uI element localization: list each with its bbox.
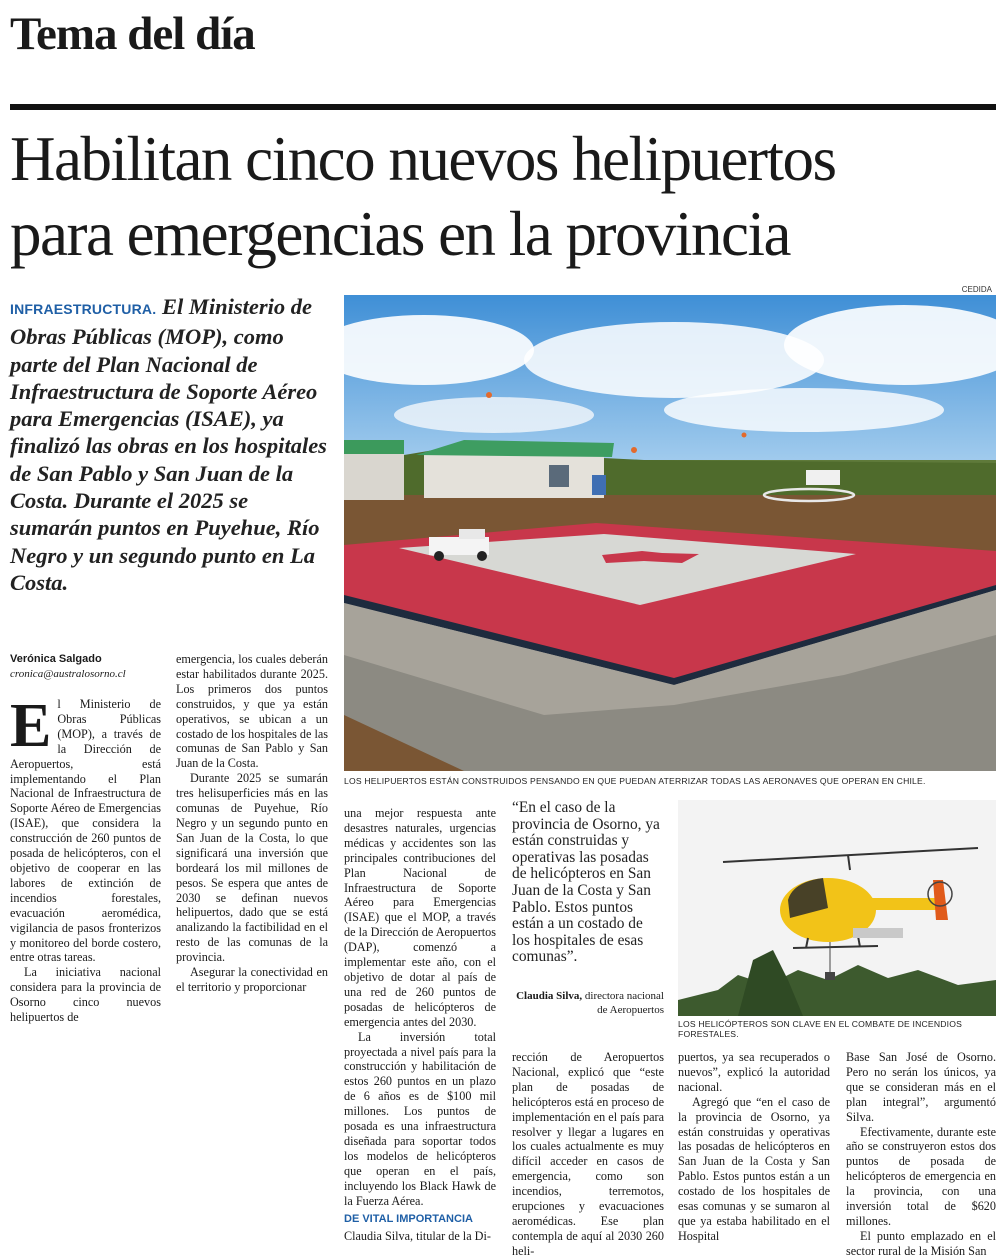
section-rule [10, 104, 996, 110]
headline [10, 122, 996, 272]
body-column-1 [10, 692, 161, 1025]
helipad-illustration [344, 295, 996, 771]
quote-author: Claudia Silva, [516, 990, 583, 1002]
main-photo-caption: LOS HELIPUERTOS ESTÁN CONSTRUIDOS PENSANDO EN QUE PUEDAN ATERRIZAR TODAS LAS AERONAVES QUE OPERAN EN CHILE. [344, 776, 926, 786]
body-column-2 [176, 652, 328, 995]
body-col5-p1: puertos, ya sea recuperados o nuevos”, explicó la autoridad nacional. [678, 1050, 830, 1094]
section-title: Tema del día [10, 8, 255, 60]
body-col6-p1: Base San José de Osorno. Pero no serán los únicos, ya que se consideran más en el plan integral”, argumentó Silva. [846, 1050, 996, 1124]
body-col2-p1: emergencia, los cuales deberán estar habilitados durante 2025. Los primeros dos puntos construidos, y que ya están operativos, se ubican a un costado de los hospitales de las comunas de San Pablo y San Juan de la Costa. [176, 652, 328, 771]
helipad-photo [344, 295, 996, 771]
body-column-3 [344, 806, 496, 1244]
body-col3-p2: La inversión total proyectada a nivel país para la construcción y habilitación de estos 260 puntos en un plazo de 6 años es de $100 mil millones. Los puntos de posada es una infraestructura diseñada para soportar todos los modelos de helicópteros que operan en el país, incluyendo los Black Hawk de la Fuerza Aérea. [344, 1029, 496, 1208]
body-col3-p1: una mejor respuesta ante desastres naturales, urgencias médicas y accidentes son las principales contribuciones del Plan Nacional de Infraestructura de Soporte Aéreo para Emergencias (ISAE) que el MOP, a través de la Dirección de Aeropuertos (DAP), comenzó a implementar este año, con el objetivo de dotar al país de una red de 260 puntos de posadas de helicópteros de emergencia antes del 2030. [344, 806, 496, 1029]
body-column-6 [846, 1050, 996, 1259]
body-col1-p2: La iniciativa nacional considera para la provincia de Osorno cinco nuevos helipuertos de [10, 965, 161, 1025]
body-col2-p3: Asegurar la conectividad en el territorio y proporcionar [176, 965, 328, 994]
photo-credit: CEDIDA [961, 285, 992, 294]
helicopter-photo [678, 800, 996, 1016]
pull-quote-attribution [512, 989, 664, 1017]
drop-cap: E [10, 692, 52, 760]
body-column-5 [678, 1050, 830, 1244]
body-col3-p3: Claudia Silva, titular de la Di- [344, 1229, 491, 1244]
body-col2-p2: Durante 2025 se sumarán tres helisuperficies más en las comunas de Puyehue, Río Negro y un segundo punto en San Juan de la Costa, lo que significará una inversión que bordeará los mil millones de pesos. Se espera que antes de 2030 se definan nuevos helipuertos, dado que se está analizando la factibilidad en el resto de las comunas de la provincia. [176, 771, 328, 965]
headline-line-2: para emergencias en la provincia [10, 199, 790, 269]
body-col5-p2: Agregó que “en el caso de la provincia de Osorno, ya están construidas y operativas las posadas de helicópteros en San Juan de la Costa y San Pablo. Estos puntos están a un costado de los hospitales de esas comunas y se sumaron al que ya estaba habilitado en el Hospital [678, 1094, 830, 1243]
quote-author-role: directora nacional de Aeropuertos [584, 990, 664, 1016]
helicopter-photo-caption: LOS HELICÓPTEROS SON CLAVE EN EL COMBATE DE INCENDIOS FORESTALES. [678, 1019, 963, 1039]
author-name: Verónica Salgado [10, 653, 102, 665]
body-col1-p1: l Ministerio de Obras Públicas (MOP), a través de la Dirección de Aeropuertos, está implementando el Plan Nacional de Infraestructura de Soporte Aéreo de Emergencias (ISAE), que considera la construcción de 260 puntos de posada de helicópteros, con el objetivo de cooperar en las labores de extinción de incendios forestales, evacuación aeromédica, vigilancia de pasos fronterizos y monitoreo del borde costero, entre otras tareas. [10, 697, 161, 965]
body-column-4 [512, 1050, 664, 1259]
helicopter-illustration [678, 800, 996, 1016]
pull-quote: “En el caso de la provincia de Osorno, ya están construidas y operativas las posadas de helicópteros en San Juan de la Costa y San Pablo. Estos puntos están a un costado de los hospitales de esas comunas”. [512, 799, 660, 966]
lead-kicker: INFRAESTRUCTURA. [10, 301, 157, 317]
lead-paragraph [10, 293, 332, 596]
lead-text: El Ministerio de Obras Públicas (MOP), como parte del Plan Nacional de Infraestructura de Soporte Aéreo para Emergencias (ISAE), ya finalizó las obras en los hospitales de San Pablo y San Juan de la Costa. Durante el 2025 se sumarán puntos en Puyehue, Río Negro y un segundo punto en La Costa. [10, 294, 327, 595]
body-col4-p1: rección de Aeropuertos Nacional, explicó que “este plan de posadas de helicópteros está en proceso de implementación en el país para resolver y llegar a lugares en los cuales actualmente es muy difícil acceder en casos de emergencia, como son incendios, terremotos, erupciones y evacuaciones aeromédicas. Ese plan contempla de aquí al 2030 260 heli- [512, 1050, 664, 1258]
body-col6-p2: Efectivamente, durante este año se construyeron estos dos puntos de posada de helicópteros de emergencia en la provincia, con una inversión total de $620 millones. [846, 1124, 996, 1228]
byline [10, 652, 170, 682]
subhead-vital: DE VITAL IMPORTANCIA [344, 1213, 473, 1226]
body-col6-p3: El punto emplazado en el sector rural de la Misión San [846, 1228, 996, 1258]
headline-line-1: Habilitan cinco nuevos helipuertos [10, 124, 836, 194]
author-email: cronica@australosorno.cl [10, 668, 126, 680]
